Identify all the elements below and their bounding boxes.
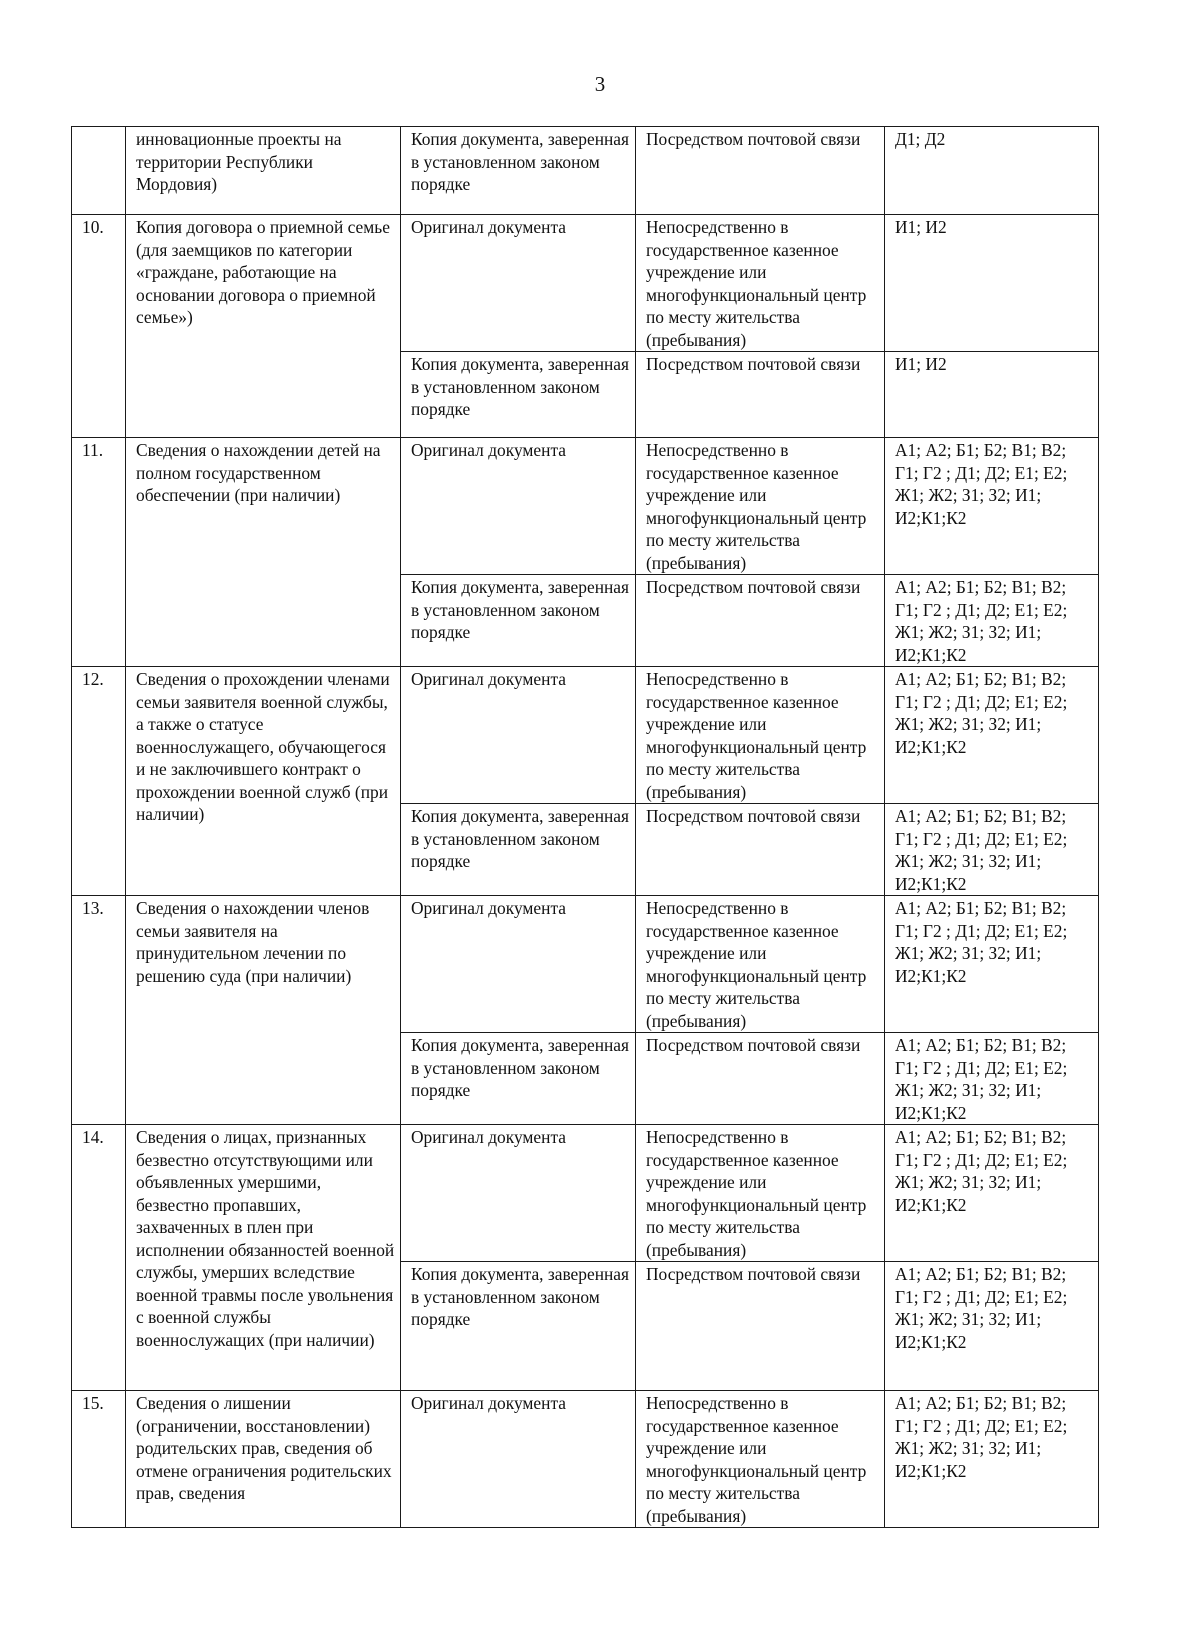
document-form: Оригинал документа: [401, 667, 636, 804]
row-number: [72, 127, 126, 215]
table-row: [72, 1391, 1099, 1528]
submission-method: Непосредственно в государственное казенное учреждение или многофункциональный центр по месту жительства (пребывания): [636, 667, 885, 804]
document-name: Сведения о нахождении детей на полном государственном обеспечении (при наличии): [126, 438, 401, 667]
applicant-codes: А1; А2; Б1; Б2; В1; В2; Г1; Г2 ; Д1; Д2; Е1; Е2; Ж1; Ж2; З1; З2; И1; И2;К1;К2: [885, 896, 1099, 1033]
submission-method: Посредством почтовой связи: [636, 127, 885, 215]
applicant-codes: И1; И2: [885, 215, 1099, 352]
applicant-codes: И1; И2: [885, 352, 1099, 438]
document-form: Копия документа, заверенная в установленном законом порядке: [401, 804, 636, 896]
applicant-codes: А1; А2; Б1; Б2; В1; В2; Г1; Г2 ; Д1; Д2; Е1; Е2; Ж1; Ж2; З1; З2; И1; И2;К1;К2: [885, 1033, 1099, 1125]
applicant-codes: А1; А2; Б1; Б2; В1; В2; Г1; Г2 ; Д1; Д2; Е1; Е2; Ж1; Ж2; З1; З2; И1; И2;К1;К2: [885, 438, 1099, 575]
applicant-codes: А1; А2; Б1; Б2; В1; В2; Г1; Г2 ; Д1; Д2; Е1; Е2; Ж1; Ж2; З1; З2; И1; И2;К1;К2: [885, 804, 1099, 896]
submission-method: Посредством почтовой связи: [636, 575, 885, 667]
row-number: 10.: [72, 215, 126, 438]
submission-method: Непосредственно в государственное казенное учреждение или многофункциональный центр по месту жительства (пребывания): [636, 1391, 885, 1528]
applicant-codes: А1; А2; Б1; Б2; В1; В2; Г1; Г2 ; Д1; Д2; Е1; Е2; Ж1; Ж2; З1; З2; И1; И2;К1;К2: [885, 667, 1099, 804]
document-name: Сведения о прохождении членами семьи заявителя военной службы, а также о статусе военнослужащего, обучающегося и не заключившего контракт о прохождении военной служб (при наличии): [126, 667, 401, 896]
document-form: Копия документа, заверенная в установленном законом порядке: [401, 575, 636, 667]
table-row: [72, 896, 1099, 1033]
document-form: Копия документа, заверенная в установленном законом порядке: [401, 352, 636, 438]
row-number: 15.: [72, 1391, 126, 1528]
table-row: [72, 127, 1099, 215]
submission-method: Непосредственно в государственное казенное учреждение или многофункциональный центр по месту жительства (пребывания): [636, 1125, 885, 1262]
submission-method: Непосредственно в государственное казенное учреждение или многофункциональный центр по месту жительства (пребывания): [636, 438, 885, 575]
applicant-codes: А1; А2; Б1; Б2; В1; В2; Г1; Г2 ; Д1; Д2; Е1; Е2; Ж1; Ж2; З1; З2; И1; И2;К1;К2: [885, 1125, 1099, 1262]
table-row: [72, 438, 1099, 575]
documents-table: [71, 126, 1099, 1528]
document-form: Оригинал документа: [401, 1391, 636, 1528]
row-number: 13.: [72, 896, 126, 1125]
table-row: [72, 215, 1099, 352]
document-form: Копия документа, заверенная в установленном законом порядке: [401, 1033, 636, 1125]
document-name: Сведения о лицах, признанных безвестно отсутствующими или объявленных умершими, безвестно пропавших, захваченных в плен при исполнении обязанностей военной службы, умерших вследствие военной травмы после увольнения с военной службы военнослужащих (при наличии): [126, 1125, 401, 1391]
document-form: Оригинал документа: [401, 1125, 636, 1262]
page-number: 3: [594, 72, 606, 96]
table-row: [72, 1125, 1099, 1262]
row-number: 14.: [72, 1125, 126, 1391]
submission-method: Посредством почтовой связи: [636, 352, 885, 438]
document-form: Оригинал документа: [401, 896, 636, 1033]
table-row: [72, 667, 1099, 804]
row-number: 12.: [72, 667, 126, 896]
document-name: Копия договора о приемной семье (для заемщиков по категории «граждане, работающие на основании договора о приемной семье»): [126, 215, 401, 438]
document-form: Копия документа, заверенная в установленном законом порядке: [401, 127, 636, 215]
document-form: Оригинал документа: [401, 438, 636, 575]
submission-method: Непосредственно в государственное казенное учреждение или многофункциональный центр по месту жительства (пребывания): [636, 215, 885, 352]
submission-method: Непосредственно в государственное казенное учреждение или многофункциональный центр по месту жительства (пребывания): [636, 896, 885, 1033]
document-name: инновационные проекты на территории Республики Мордовия): [126, 127, 401, 215]
row-number: 11.: [72, 438, 126, 667]
applicant-codes: Д1; Д2: [885, 127, 1099, 215]
document-name: Сведения о лишении (ограничении, восстановлении) родительских прав, сведения об отмене ограничения родительских прав, сведения: [126, 1391, 401, 1528]
submission-method: Посредством почтовой связи: [636, 1033, 885, 1125]
document-form: Копия документа, заверенная в установленном законом порядке: [401, 1262, 636, 1391]
applicant-codes: А1; А2; Б1; Б2; В1; В2; Г1; Г2 ; Д1; Д2; Е1; Е2; Ж1; Ж2; З1; З2; И1; И2;К1;К2: [885, 1391, 1099, 1528]
document-form: Оригинал документа: [401, 215, 636, 352]
submission-method: Посредством почтовой связи: [636, 804, 885, 896]
submission-method: Посредством почтовой связи: [636, 1262, 885, 1391]
applicant-codes: А1; А2; Б1; Б2; В1; В2; Г1; Г2 ; Д1; Д2; Е1; Е2; Ж1; Ж2; З1; З2; И1; И2;К1;К2: [885, 575, 1099, 667]
document-name: Сведения о нахождении членов семьи заявителя на принудительном лечении по решению суда (при наличии): [126, 896, 401, 1125]
applicant-codes: А1; А2; Б1; Б2; В1; В2; Г1; Г2 ; Д1; Д2; Е1; Е2; Ж1; Ж2; З1; З2; И1; И2;К1;К2: [885, 1262, 1099, 1391]
